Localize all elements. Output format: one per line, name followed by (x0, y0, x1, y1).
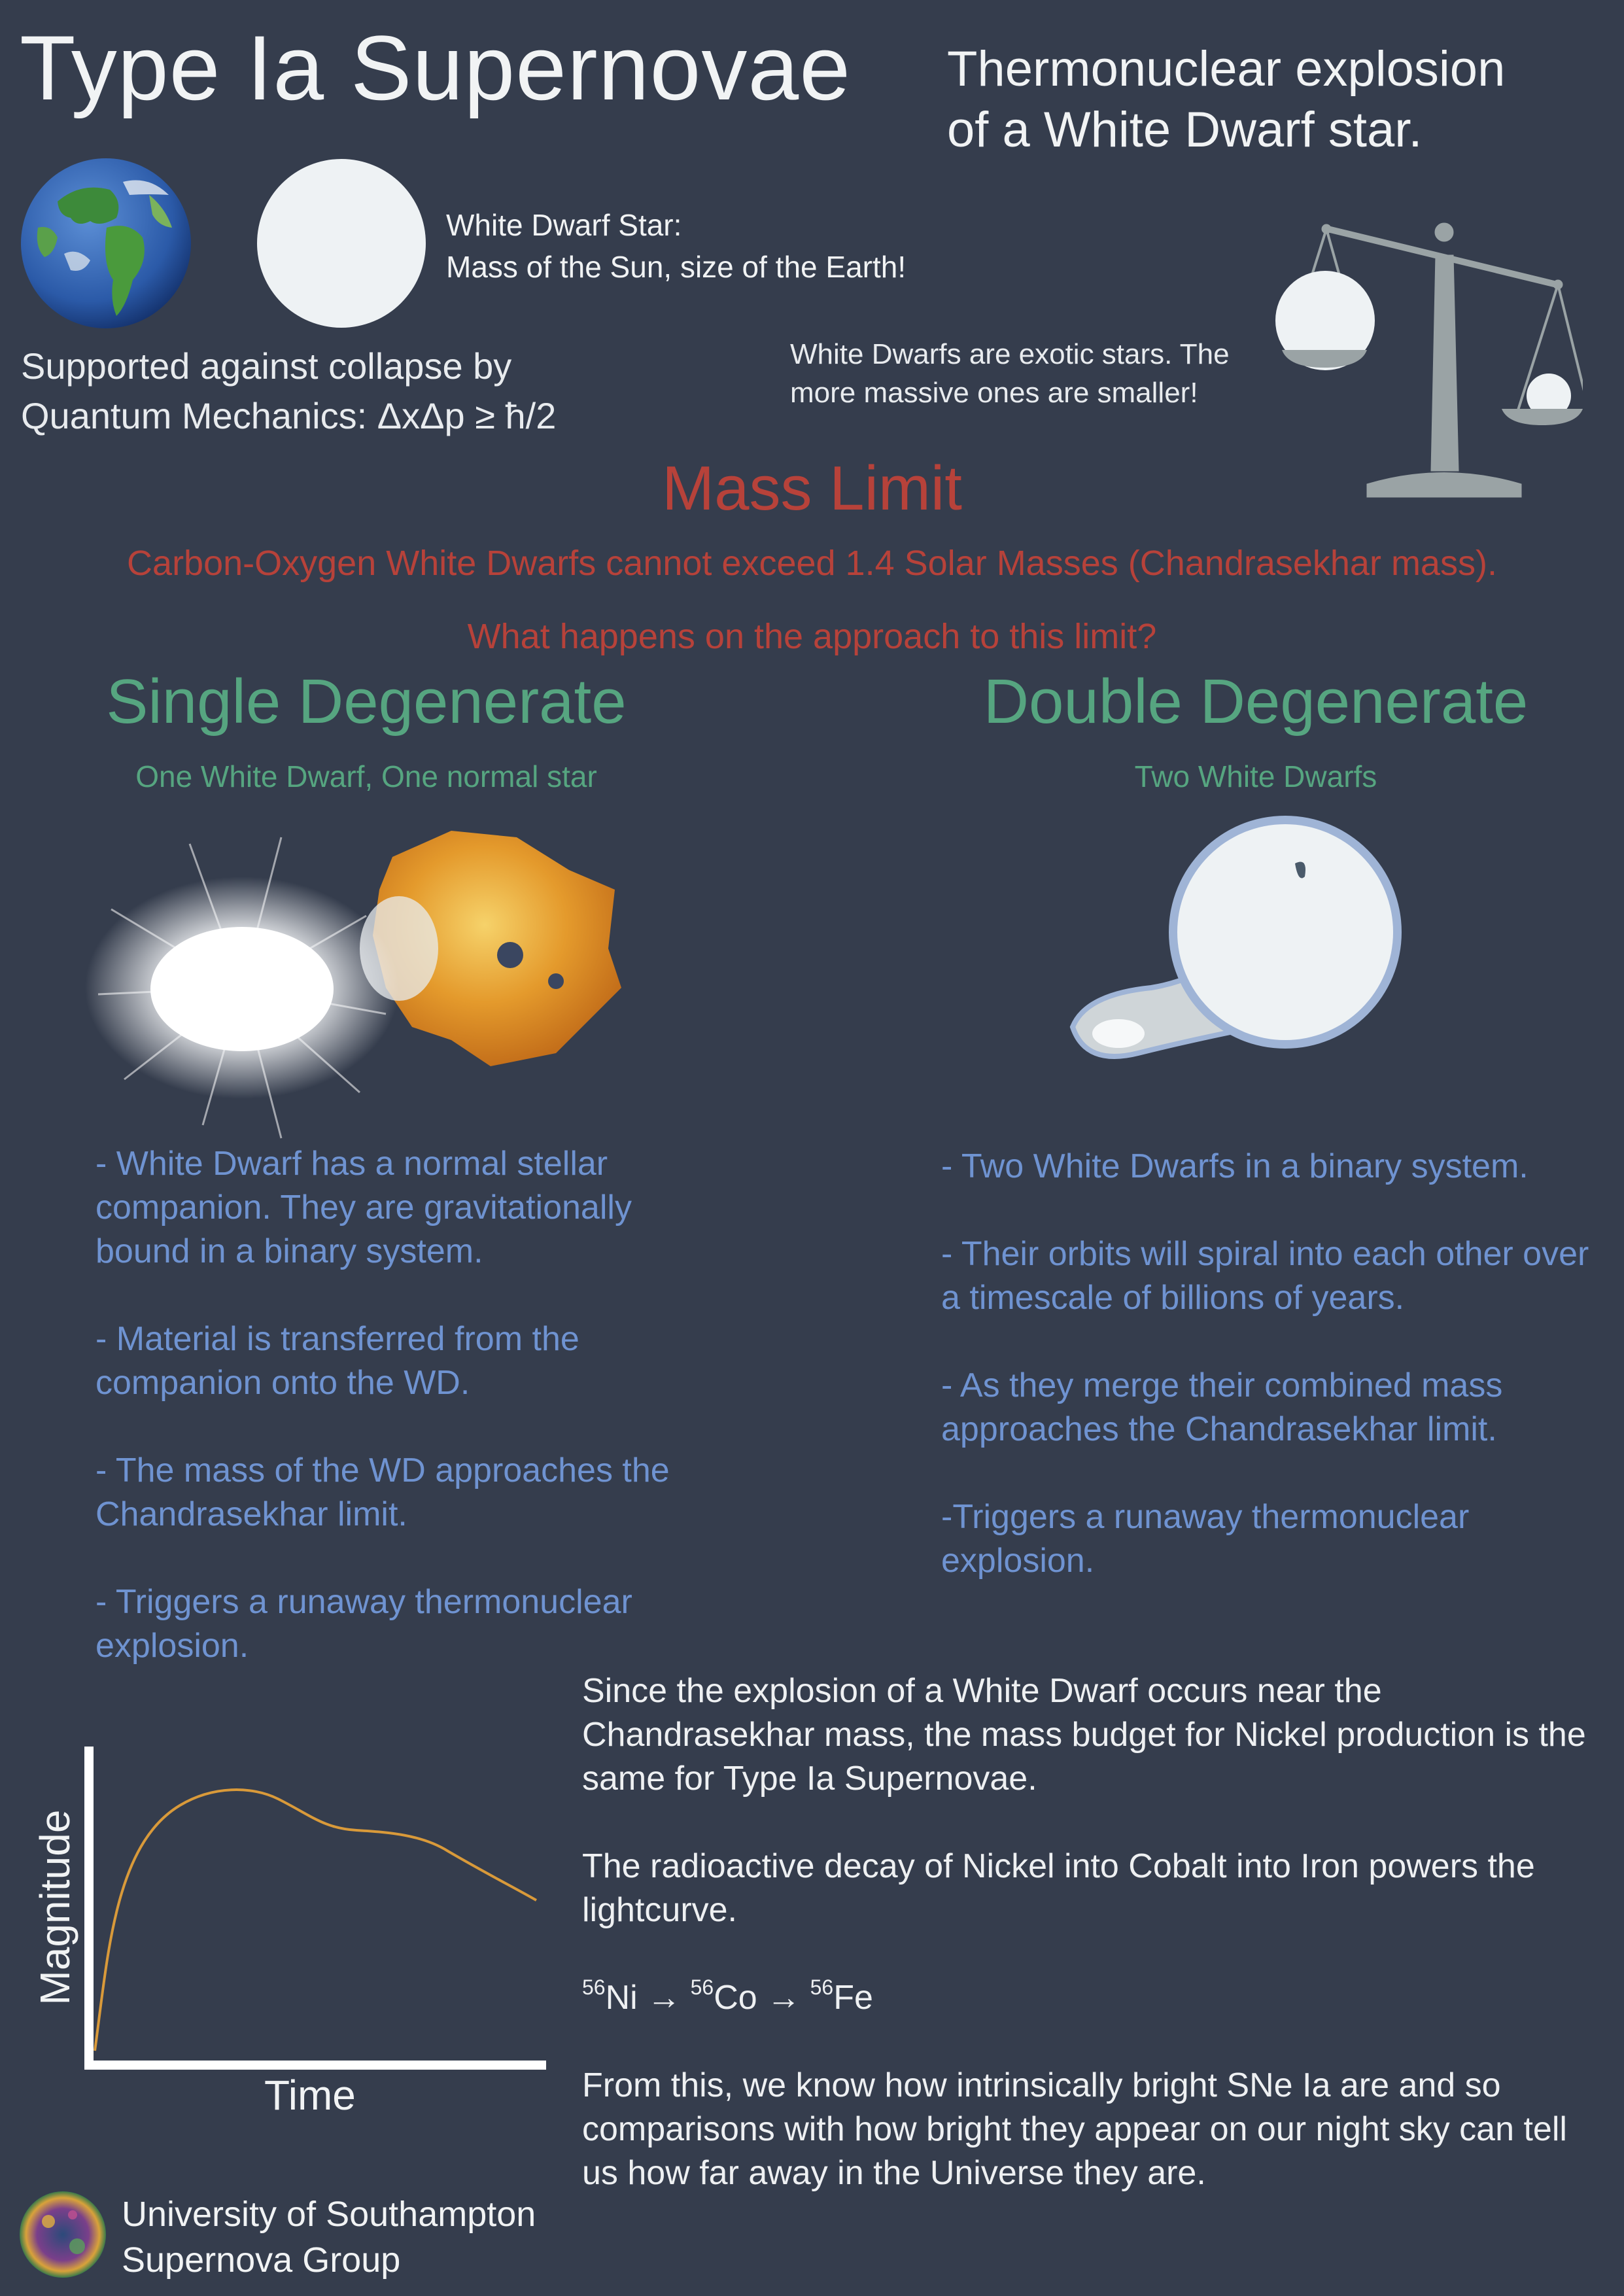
list-item: - Triggers a runaway thermonuclear explosion. (95, 1583, 632, 1665)
mass-limit-question: What happens on the approach to this limit? (467, 617, 1157, 656)
nickel-mass-number: 56 (582, 1975, 606, 1999)
footer-line-2: Supernova Group (122, 2240, 401, 2280)
list-item: - The mass of the WD approaches the Chandrasekhar limit. (95, 1452, 670, 1533)
lightcurve-y-label: Magnitude (31, 1809, 78, 2006)
decay-arrow: → (757, 1979, 810, 2017)
cobalt-mass-number: 56 (690, 1975, 714, 1999)
explanation-text (582, 1669, 1602, 2239)
single-degenerate-illustration (85, 818, 634, 1145)
support-prefix: Quantum Mechanics: (21, 394, 377, 436)
double-degenerate-subheading: Two White Dwarfs (1134, 759, 1377, 793)
single-degenerate-points (95, 1142, 723, 1712)
double-degenerate-heading: Double Degenerate (983, 667, 1529, 737)
lightcurve-chart (82, 1747, 553, 2074)
list-item: - Two White Dwarfs in a binary system. (941, 1147, 1529, 1185)
white-dwarf-caption-line-2: Mass of the Sun, size of the Earth! (446, 250, 907, 285)
iron-symbol: Fe (833, 1979, 873, 2017)
single-degenerate-subheading: One White Dwarf, One normal star (135, 759, 597, 793)
list-item: - Their orbits will spiral into each other over a timescale of billions of years. (941, 1235, 1589, 1317)
subtitle-line-1: Thermonuclear explosion (947, 41, 1506, 97)
single-degenerate-heading: Single Degenerate (106, 667, 627, 737)
decay-chain (582, 1976, 1602, 2020)
exotic-stars-note (790, 335, 1287, 413)
white-dwarf-caption (446, 204, 943, 288)
decay-arrow: → (637, 1979, 691, 2017)
page-subtitle (947, 39, 1601, 160)
exotic-line-1: White Dwarfs are exotic stars. The (790, 338, 1230, 370)
white-dwarf-caption-line-1: White Dwarf Star: (446, 208, 682, 242)
exotic-line-2: more massive ones are smaller! (790, 377, 1198, 409)
quantum-support-text (21, 341, 740, 440)
supernova-group-logo-icon (17, 2189, 109, 2280)
double-degenerate-points (941, 1145, 1602, 1627)
explanation-paragraph-3: From this, we know how intrinsically bright SNe Ia are and so comparisons with how bright they appear on our night sky can tell us how far away in the Universe they are. (582, 2066, 1567, 2192)
list-item: - Material is transferred from the companion onto the WD. (95, 1320, 579, 1402)
nickel-symbol: Ni (605, 1979, 638, 2017)
lightcurve-x-label: Time (264, 2072, 356, 2119)
footer-line-1: University of Southampton (122, 2195, 536, 2234)
white-dwarf-star (257, 159, 426, 328)
explanation-paragraph-2: The radioactive decay of Nickel into Cobalt into Iron powers the lightcurve. (582, 1847, 1535, 1929)
support-line-2 (21, 391, 740, 441)
page-title: Type Ia Supernovae (20, 16, 852, 119)
list-item: - White Dwarf has a normal stellar companion. They are gravitationally bound in a binary system. (95, 1145, 632, 1270)
subtitle-line-2: of a White Dwarf star. (947, 101, 1423, 158)
cobalt-symbol: Co (714, 1979, 757, 2017)
uncertainty-equation: ΔxΔp ≥ ħ/2 (377, 394, 557, 436)
lightcurve-line (95, 1790, 536, 2051)
list-item: - As they merge their combined mass approaches the Chandrasekhar limit. (941, 1366, 1503, 1448)
mass-limit-heading: Mass Limit (662, 453, 962, 523)
mass-limit-statement: Carbon-Oxygen White Dwarfs cannot exceed 1.4 Solar Masses (Chandrasekhar mass). (127, 544, 1497, 583)
list-item: -Triggers a runaway thermonuclear explosion. (941, 1498, 1470, 1580)
footer-organization (122, 2191, 536, 2283)
support-line-1: Supported against collapse by (21, 345, 512, 387)
explanation-paragraph-1: Since the explosion of a White Dwarf occurs near the Chandrasekhar mass, the mass budget for Nickel production is the same for Type Ia Supernovae. (582, 1672, 1586, 1798)
double-degenerate-illustration (1060, 811, 1426, 1073)
earth-icon (18, 156, 194, 331)
iron-mass-number: 56 (810, 1975, 834, 1999)
